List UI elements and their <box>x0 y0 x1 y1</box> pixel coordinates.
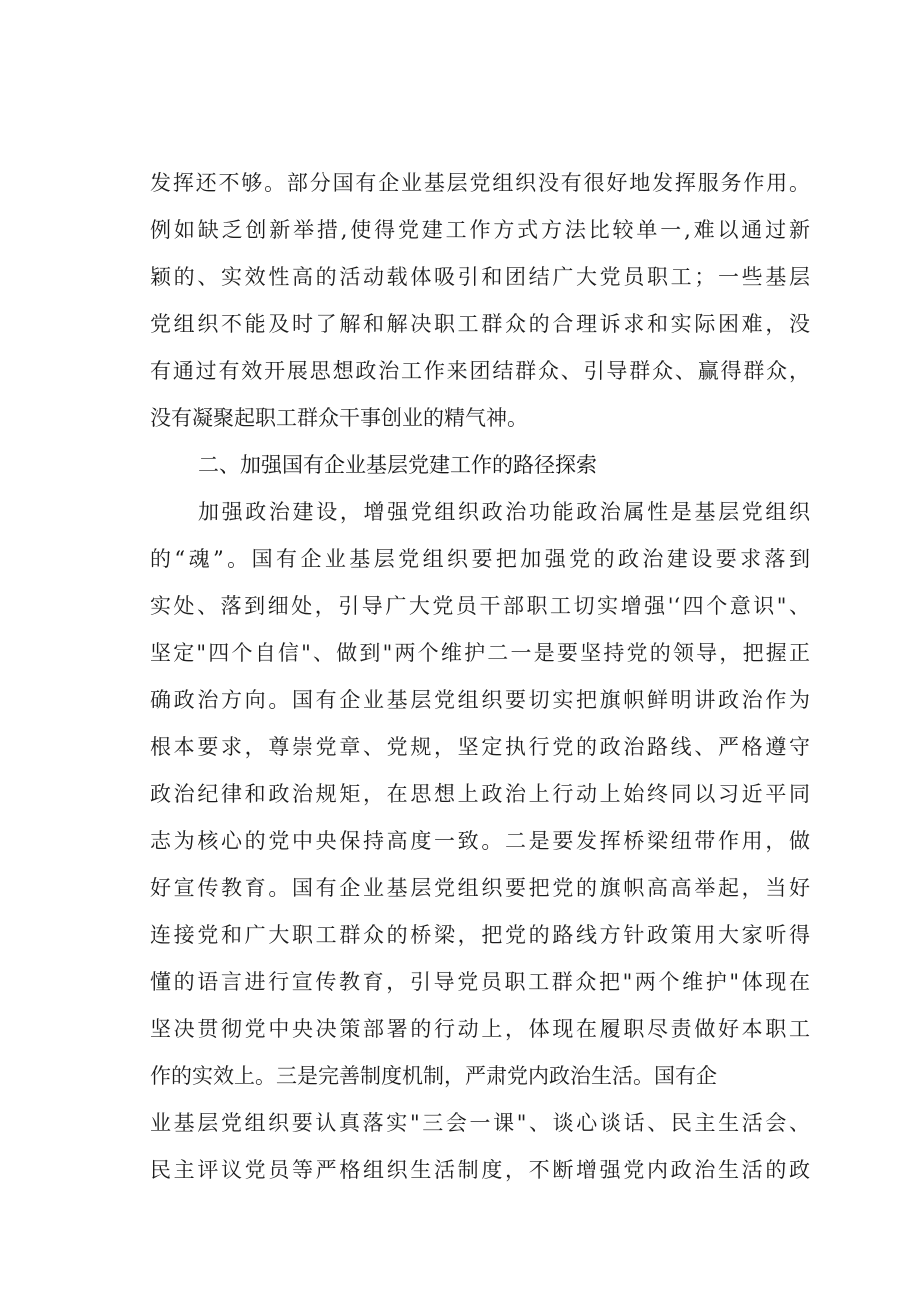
text-line: 懂的语言进行宣传教育，引导党员职工群众把"两个维护"体现在 <box>150 970 810 994</box>
paragraph-2 <box>150 489 810 1194</box>
text-line: 加强政治建设，增强党组织政治功能政治属性是基层党组织 <box>198 500 810 524</box>
text-line: 志为核心的党中央保持高度一致。二是要发挥桥梁纽带作用，做 <box>150 829 810 853</box>
text-line: 好宣传教育。国有企业基层党组织要把党的旗帜高高举起，当好 <box>150 876 810 900</box>
section-heading: 二、加强国有企业基层党建工作的路径探索 <box>198 453 597 477</box>
text-line: 发挥还不够。部分国有企业基层党组织没有很好地发挥服务作用。 <box>150 171 810 195</box>
text-line: 坚决贯彻党中央决策部署的行动上，体现在履职尽责做好本职工 <box>150 1017 810 1041</box>
text-line: 确政治方向。国有企业基层党组织要切实把旗帜鲜明讲政治作为 <box>150 688 810 712</box>
paragraph-1 <box>150 160 810 442</box>
text-line: 民主评议党员等严格组织生活制度，不断增强党内政治生活的政 <box>150 1158 810 1182</box>
text-line: 颖的、实效性高的活动载体吸引和团结广大党员职工；一些基层 <box>150 265 810 289</box>
text-line: 坚定"四个自信"、做到"两个维护二一是要坚持党的领导，把握正 <box>150 641 810 665</box>
text-line: 有通过有效开展思想政治工作来团结群众、引导群众、赢得群众， <box>150 359 810 383</box>
text-line: 没有凝聚起职工群众干事创业的精气神。 <box>150 406 528 430</box>
text-line: 政治纪律和政治规矩，在思想上政治上行动上始终同以习近平同 <box>150 782 810 806</box>
text-line: 实处、落到细处，引导广大党员干部职工切实增强'‘四个意识"、 <box>150 594 810 618</box>
text-line: 党组织不能及时了解和解决职工群众的合理诉求和实际困难，没 <box>150 312 810 336</box>
text-line: 例如缺乏创新举措,使得党建工作方式方法比较单一,难以通过新 <box>150 218 810 242</box>
document-body <box>150 160 810 1194</box>
text-line: 的“魂”。国有企业基层党组织要把加强党的政治建设要求落到 <box>150 547 810 571</box>
text-line: 根本要求，尊崇党章、党规，坚定执行党的政治路线、严格遵守 <box>150 735 810 759</box>
text-line: 业基层党组织要认真落实"三会一课"、谈心谈话、民主生活会、 <box>150 1111 810 1135</box>
text-line: 作的实效上。三是完善制度机制，严肃党内政治生活。国有企 <box>150 1064 717 1088</box>
text-line: 连接党和广大职工群众的桥梁，把党的路线方针政策用大家听得 <box>150 923 810 947</box>
